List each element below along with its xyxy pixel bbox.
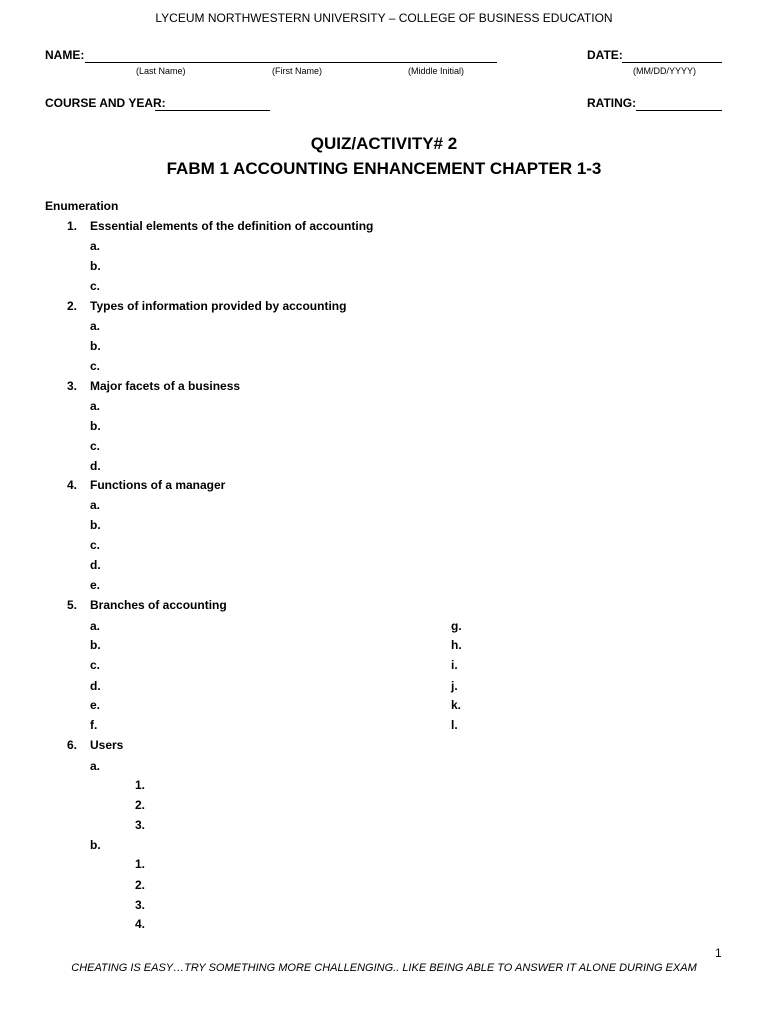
section-heading: Enumeration: [45, 199, 119, 213]
course-year-label: COURSE AND YEAR:: [45, 96, 166, 110]
institution-header: LYCEUM NORTHWESTERN UNIVERSITY – COLLEGE OF BUSINESS EDUCATION: [155, 11, 613, 25]
question-text: Branches of accounting: [90, 598, 227, 612]
quiz-subtitle: FABM 1 ACCOUNTING ENHANCEMENT CHAPTER 1-3: [166, 159, 602, 178]
answer-item: c.: [90, 279, 101, 293]
middle-initial-caption: (Middle Initial): [408, 66, 465, 76]
quiz-title: QUIZ/ACTIVITY# 2: [310, 134, 458, 153]
question-number: 5.: [67, 598, 78, 612]
date-line[interactable]: [622, 62, 722, 63]
footer-note: CHEATING IS EASY…TRY SOMETHING MORE CHALLENGING.. LIKE BEING ABLE TO ANSWER IT ALONE DURING EXAM: [71, 962, 697, 974]
answer-item: b.: [90, 259, 101, 273]
answer-item: i.: [451, 658, 458, 672]
last-name-caption: (Last Name): [136, 66, 186, 76]
question-text: Essential elements of the definition of accounting: [90, 219, 374, 233]
answer-item: a.: [90, 498, 101, 512]
answer-item: a.: [90, 399, 101, 413]
question-number: 3.: [67, 379, 78, 393]
answer-subitem: 3.: [135, 818, 146, 832]
question-text: Users: [90, 738, 124, 752]
answer-item: a.: [90, 619, 101, 633]
answer-item: b.: [90, 518, 101, 532]
rating-label: RATING:: [587, 96, 637, 110]
answer-item: d.: [90, 558, 101, 572]
name-label: NAME:: [45, 48, 85, 62]
name-line[interactable]: [85, 62, 497, 63]
page-number: 1: [715, 946, 722, 960]
answer-item: c.: [90, 439, 101, 453]
answer-subitem: 3.: [135, 898, 146, 912]
answer-item: d.: [90, 679, 101, 693]
answer-item: a.: [90, 239, 101, 253]
date-label: DATE:: [587, 48, 623, 62]
answer-item: l.: [451, 718, 458, 732]
first-name-caption: (First Name): [272, 66, 322, 76]
answer-subitem: 1.: [135, 857, 146, 871]
answer-item: e.: [90, 698, 101, 712]
question-number: 2.: [67, 299, 78, 313]
answer-group-label: a.: [90, 759, 101, 773]
answer-item: k.: [451, 698, 462, 712]
answer-item: b.: [90, 339, 101, 353]
question-text: Major facets of a business: [90, 379, 241, 393]
answer-item: c.: [90, 658, 101, 672]
answer-item: a.: [90, 319, 101, 333]
course-year-line[interactable]: [155, 110, 270, 111]
question-number: 4.: [67, 478, 78, 492]
answer-item: g.: [451, 619, 462, 633]
answer-item: h.: [451, 638, 462, 652]
answer-item: e.: [90, 578, 101, 592]
answer-subitem: 4.: [135, 917, 146, 931]
answer-item: c.: [90, 538, 101, 552]
date-format-caption: (MM/DD/YYYY): [633, 66, 696, 76]
question-text: Functions of a manager: [90, 478, 226, 492]
question-text: Types of information provided by accounting: [90, 299, 347, 313]
answer-item: c.: [90, 359, 101, 373]
answer-item: b.: [90, 638, 101, 652]
question-number: 6.: [67, 738, 78, 752]
answer-item: f.: [90, 718, 98, 732]
answer-subitem: 2.: [135, 878, 146, 892]
question-number: 1.: [67, 219, 78, 233]
answer-item: d.: [90, 459, 101, 473]
answer-group-label: b.: [90, 838, 101, 852]
answer-item: b.: [90, 419, 101, 433]
rating-line[interactable]: [636, 110, 722, 111]
answer-subitem: 2.: [135, 798, 146, 812]
answer-subitem: 1.: [135, 778, 146, 792]
answer-item: j.: [451, 679, 458, 693]
